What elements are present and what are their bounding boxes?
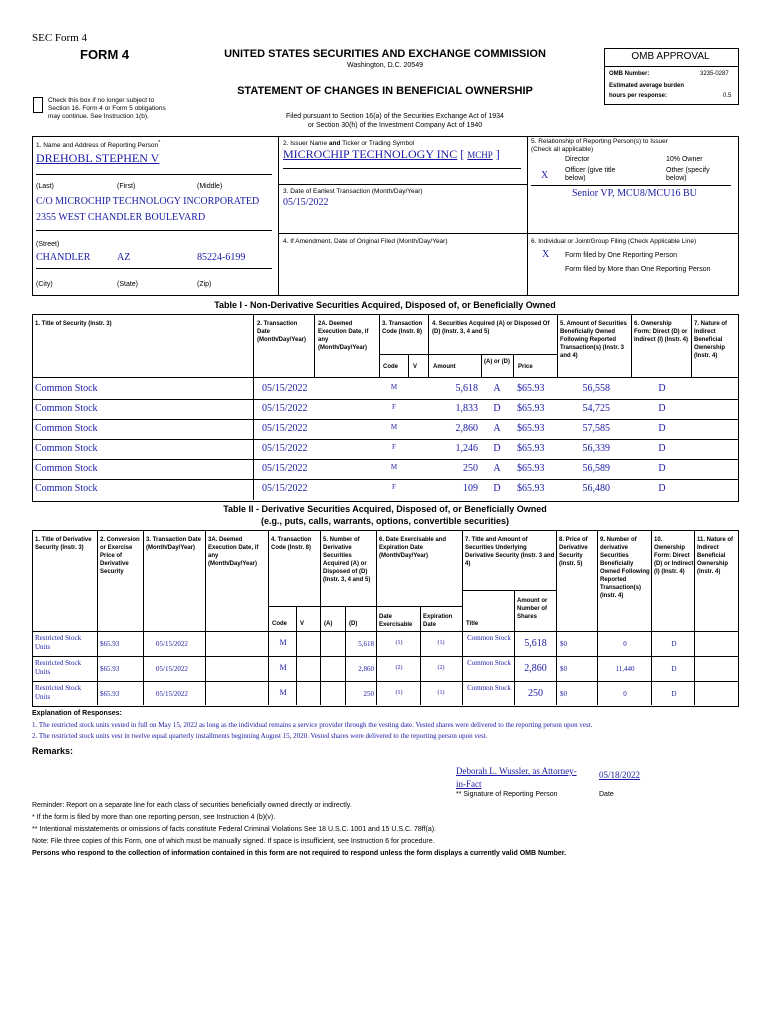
- t1-h1: 1. Title of Security (Instr. 3): [35, 321, 112, 327]
- t2-derivative-price: $0: [560, 665, 567, 673]
- t1-price: $65.93: [517, 423, 545, 434]
- t1-security-title: Common Stock: [35, 443, 98, 454]
- t1-h-price: Price: [518, 364, 533, 370]
- footer-note-copies: Note: File three copies of this Form, one of which must be manually signed. If space is insufficient, see Instruction 6 for procedure.: [32, 838, 435, 845]
- t1-owned-following: 57,585: [582, 423, 610, 434]
- t1-h2: 2. Transaction Date (Month/Day/Year): [257, 321, 307, 343]
- t2-disposed: 2,860: [358, 665, 374, 673]
- t2-derivative-title: Restricted Stock Units: [35, 634, 82, 651]
- sec-form-label: SEC Form 4: [32, 32, 88, 44]
- address-line-1: C/O MICROCHIP TECHNOLOGY INCORPORATED: [36, 196, 260, 207]
- t2-conversion-price: $65.93: [100, 665, 120, 673]
- t1-transaction-code: M: [390, 383, 398, 391]
- box1-label: 1. Name and Address of Reporting Person*: [36, 140, 161, 150]
- agency-title: UNITED STATES SECURITIES AND EXCHANGE COMMISSION: [224, 48, 546, 60]
- street-label: (Street): [36, 241, 60, 248]
- last-label: (Last): [36, 183, 54, 190]
- t2-h7: 7. Title and Amount of Securities Underlying Derivative Security (Instr. 3 and 4): [465, 537, 555, 567]
- t2-date-exercisable: (1): [395, 690, 403, 696]
- t2-underlying-amount: 250: [528, 688, 543, 699]
- remarks-title: Remarks:: [32, 746, 74, 756]
- t1-ownership-form: D: [658, 423, 666, 434]
- footer-reminder: Reminder: Report on a separate line for each class of securities beneficially owned directly or indirectly.: [32, 802, 352, 809]
- t1-security-title: Common Stock: [35, 403, 98, 414]
- table1-title: Table I - Non-Derivative Securities Acquired, Disposed of, or Beneficially Owned: [214, 300, 556, 310]
- officer-mark[interactable]: X: [541, 170, 549, 181]
- t1-price: $65.93: [517, 483, 545, 494]
- t1-h5: 5. Amount of Securities Beneficially Owned Following Reported Transaction(s) (Instr. 3 and 4): [560, 321, 627, 359]
- t1-price: $65.93: [517, 403, 545, 414]
- issuer-name: MICROCHIP TECHNOLOGY INC [ MCHP ]: [283, 147, 500, 161]
- state-label: (State): [117, 281, 139, 288]
- t1-transaction-date: 05/15/2022: [262, 403, 308, 414]
- explanation-note-1: 1. The restricted stock units vested in full on May 15, 2022 as long as the individual remains a service provider through the vesting date. Vested shares were delivered to the reporting person upon vest.: [32, 721, 593, 729]
- t2-h9: 9. Number of derivative Securities Beneficially Owned Following Reported Transaction(s) (Instr. 4): [600, 537, 650, 599]
- t2-conversion-price: $65.93: [100, 640, 120, 648]
- t2-h-d: (D): [349, 621, 358, 627]
- middle-label: (Middle): [197, 183, 223, 190]
- t2-owned-following: 0: [623, 690, 627, 698]
- t1-ownership-form: D: [658, 463, 666, 474]
- t1-h6: 6. Ownership Form: Direct (D) or Indirect (I) (Instr. 4): [634, 321, 689, 343]
- form-number: FORM 4: [80, 47, 130, 62]
- t2-h-amount: Amount or Number of Shares: [517, 598, 548, 620]
- t2-derivative-title: Restricted Stock Units: [35, 684, 82, 701]
- date-label: Date: [599, 791, 614, 798]
- t2-h6: 6. Date Exercisable and Expiration Date (Month/Day/Year): [379, 537, 447, 559]
- t2-h5: 5. Number of Derivative Securities Acquired (A) or Disposed of (D) (Instr. 3, 4 and 5): [323, 537, 371, 583]
- t2-disposed: 5,618: [358, 640, 374, 648]
- t2-ownership-form: D: [671, 665, 677, 673]
- t1-amount: 109: [463, 483, 478, 494]
- explanation-note-2: 2. The restricted stock units vest in twelve equal quarterly installments beginning August 15, 2020. Vested shares were delivered to the reporting person upon vest.: [32, 732, 488, 740]
- t2-h3a: 3A. Deemed Execution Date, if any (Month/Day/Year): [208, 537, 259, 567]
- t1-acquired-disposed: D: [493, 443, 501, 454]
- t1-owned-following: 56,480: [582, 483, 610, 494]
- zip-value: 85224-6199: [197, 252, 246, 263]
- box3-label: 3. Date of Earliest Transaction (Month/Day/Year): [283, 188, 423, 195]
- statement-title: STATEMENT OF CHANGES IN BENEFICIAL OWNERSHIP: [237, 85, 533, 97]
- t2-h-date-ex: Date Exercisable: [379, 614, 413, 628]
- t2-derivative-price: $0: [560, 690, 567, 698]
- box5-label: 5. Relationship of Reporting Person(s) to Issuer (Check all applicable): [531, 138, 668, 153]
- earliest-transaction-date: 05/15/2022: [283, 197, 329, 208]
- ten-pct-owner-label: 10% Owner: [666, 156, 703, 163]
- t1-transaction-code: F: [392, 483, 396, 491]
- explanation-title: Explanation of Responses:: [32, 710, 122, 717]
- state-value: AZ: [117, 252, 131, 263]
- t2-h10: 10. Ownership Form: Direct (D) or Indirect (I) (Instr. 4): [654, 537, 694, 575]
- t1-ownership-form: D: [658, 443, 666, 454]
- address-line-2: 2355 WEST CHANDLER BOULEVARD: [36, 212, 206, 223]
- t2-derivative-title: Restricted Stock Units: [35, 659, 82, 676]
- t2-transaction-date: 05/15/2022: [156, 665, 188, 673]
- more-persons-label: Form filed by More than One Reporting Person: [565, 266, 711, 273]
- box6-label: 6. Individual or Joint/Group Filing (Check Applicable Line): [531, 238, 697, 245]
- box2-label: 2. Issuer Name and Ticker or Trading Symbol: [283, 140, 415, 147]
- filed-pursuant-1: Filed pursuant to Section 16(a) of the Securities Exchange Act of 1934: [286, 113, 504, 120]
- t2-date-exercisable: (2): [395, 665, 403, 671]
- t1-amount: 2,860: [455, 423, 478, 434]
- signature-date: 05/18/2022: [599, 770, 641, 780]
- t2-derivative-price: $0: [560, 640, 567, 648]
- t1-h2a: 2A. Deemed Execution Date, if any (Month/Day/Year): [318, 321, 369, 351]
- omb-title: OMB APPROVAL: [631, 51, 710, 62]
- t2-expiration-date: (1): [437, 640, 445, 646]
- t1-h7: 7. Nature of Indirect Beneficial Ownership (Instr. 4): [694, 321, 728, 359]
- t2-h11: 11. Nature of Indirect Beneficial Ownership (Instr. 4): [697, 537, 734, 575]
- t2-ownership-form: D: [671, 690, 677, 698]
- t1-security-title: Common Stock: [35, 383, 98, 394]
- t2-transaction-date: 05/15/2022: [156, 690, 188, 698]
- t2-h-a: (A): [324, 621, 333, 627]
- table2-title-1: Table II - Derivative Securities Acquired, Disposed of, or Beneficially Owned: [223, 504, 547, 514]
- t2-transaction-code: M: [279, 638, 287, 647]
- t1-owned-following: 54,725: [582, 403, 610, 414]
- signature-name: Deborah L. Wussler, as Attorney- in-Fact: [456, 766, 577, 789]
- t1-security-title: Common Stock: [35, 463, 98, 474]
- t1-acquired-disposed: A: [493, 383, 501, 394]
- t2-h1: 1. Title of Derivative Security (Instr. 3): [35, 537, 92, 551]
- checkbox-label: Check this box if no longer subject to Section 16. Form 4 or Form 5 obligations may continue. See Instruction 1(b).: [48, 97, 166, 120]
- t2-underlying-amount: 2,860: [524, 663, 547, 674]
- t2-disposed: 250: [363, 690, 374, 698]
- footer-note-star: * If the form is filed by more than one reporting person, see Instruction 4 (b)(v).: [32, 814, 276, 821]
- t1-acquired-disposed: D: [493, 403, 501, 414]
- t2-expiration-date: (2): [437, 665, 445, 671]
- t1-transaction-date: 05/15/2022: [262, 443, 308, 454]
- t1-transaction-date: 05/15/2022: [262, 483, 308, 494]
- t1-transaction-code: F: [392, 403, 396, 411]
- t2-owned-following: 0: [623, 640, 627, 648]
- t1-ownership-form: D: [658, 403, 666, 414]
- city-value: CHANDLER: [36, 252, 91, 263]
- t1-transaction-code: M: [390, 463, 398, 471]
- t1-h-v: V: [413, 364, 418, 370]
- other-label: Other (specify below): [666, 167, 710, 182]
- t2-owned-following: 11,440: [615, 665, 635, 673]
- footer-note-doublestar: ** Intentional misstatements or omissions of facts constitute Federal Criminal Violations See 18 U.S.C. 1001 and 15 U.S.C. 78ff(a).: [32, 826, 436, 833]
- t1-h3: 3. Transaction Code (Instr. 8): [382, 321, 423, 335]
- t2-transaction-code: M: [279, 663, 287, 672]
- t1-security-title: Common Stock: [35, 423, 98, 434]
- t2-h-exp: Expiration Date: [423, 614, 453, 628]
- t1-owned-following: 56,589: [582, 463, 610, 474]
- zip-label: (Zip): [197, 281, 212, 288]
- t1-transaction-code: F: [392, 443, 396, 451]
- t1-h-amount: Amount: [433, 364, 456, 370]
- t1-h4: 4. Securities Acquired (A) or Disposed Of (D) (Instr. 3, 4 and 5): [432, 321, 550, 335]
- t2-h8: 8. Price of Derivative Security (Instr. 5): [559, 537, 588, 567]
- no-longer-subject-checkbox[interactable]: [33, 97, 43, 113]
- footer-omb-notice: Persons who respond to the collection of information contained in this form are not required to respond unless the form displays a currently valid OMB Number.: [32, 850, 567, 857]
- t1-transaction-code: M: [390, 423, 398, 431]
- city-label: (City): [36, 281, 53, 288]
- t1-acquired-disposed: D: [493, 483, 501, 494]
- t1-price: $65.93: [517, 463, 545, 474]
- t1-security-title: Common Stock: [35, 483, 98, 494]
- omb-burden-label: Estimated average burden: [609, 83, 685, 89]
- signature-label: ** Signature of Reporting Person: [456, 791, 558, 798]
- omb-number-label: OMB Number:: [609, 71, 650, 77]
- t2-underlying-title: Common Stock: [467, 659, 511, 667]
- t1-acquired-disposed: A: [493, 463, 501, 474]
- t2-h-v: V: [300, 621, 305, 627]
- t2-h-code: Code: [272, 621, 287, 627]
- t1-acquired-disposed: A: [493, 423, 501, 434]
- t1-h-aord: (A) or (D): [484, 359, 510, 365]
- t1-amount: 5,618: [455, 383, 478, 394]
- t1-price: $65.93: [517, 383, 545, 394]
- t2-h4: 4. Transaction Code (Instr. 8): [271, 537, 312, 551]
- t1-h-code: Code: [383, 364, 398, 370]
- agency-city: Washington, D.C. 20549: [346, 62, 423, 69]
- one-person-label: Form filed by One Reporting Person: [565, 252, 678, 259]
- filed-pursuant-2: or Section 30(h) of the Investment Company Act of 1940: [307, 122, 483, 129]
- t1-transaction-date: 05/15/2022: [262, 383, 308, 394]
- t1-amount: 250: [463, 463, 478, 474]
- t2-underlying-amount: 5,618: [524, 638, 547, 649]
- one-person-mark[interactable]: X: [542, 249, 550, 260]
- t1-amount: 1,246: [455, 443, 478, 454]
- omb-hours-label: hours per response:: [609, 93, 668, 99]
- officer-label: Officer (give title below): [565, 167, 616, 182]
- t1-owned-following: 56,558: [582, 383, 610, 394]
- t2-ownership-form: D: [671, 640, 677, 648]
- t2-expiration-date: (1): [437, 690, 445, 696]
- t1-amount: 1,833: [455, 403, 478, 414]
- t2-conversion-price: $65.93: [100, 690, 120, 698]
- t2-underlying-title: Common Stock: [467, 684, 511, 692]
- t2-h2: 2. Conversion or Exercise Price of Derivative Security: [100, 537, 140, 575]
- t1-owned-following: 56,339: [582, 443, 610, 454]
- omb-hours-value: 0.5: [723, 93, 732, 99]
- t2-underlying-title: Common Stock: [467, 634, 511, 642]
- t1-transaction-date: 05/15/2022: [262, 423, 308, 434]
- t2-date-exercisable: (1): [395, 640, 403, 646]
- t2-h-title: Title: [466, 621, 479, 627]
- t1-ownership-form: D: [658, 383, 666, 394]
- director-label: Director: [565, 156, 590, 163]
- t2-transaction-date: 05/15/2022: [156, 640, 188, 648]
- t1-transaction-date: 05/15/2022: [262, 463, 308, 474]
- table2-title-2: (e.g., puts, calls, warrants, options, convertible securities): [260, 516, 510, 526]
- t1-ownership-form: D: [658, 483, 666, 494]
- officer-title: Senior VP, MCU8/MCU16 BU: [572, 188, 697, 199]
- reporting-person-name[interactable]: DREHOBL STEPHEN V: [36, 151, 160, 165]
- t1-price: $65.93: [517, 443, 545, 454]
- first-label: (First): [117, 183, 136, 190]
- omb-number-value: 3235-0287: [700, 71, 729, 77]
- t2-h3: 3. Transaction Date (Month/Day/Year): [146, 537, 202, 551]
- box4-label: 4. If Amendment, Date of Original Filed (Month/Day/Year): [283, 238, 448, 245]
- t2-transaction-code: M: [279, 688, 287, 697]
